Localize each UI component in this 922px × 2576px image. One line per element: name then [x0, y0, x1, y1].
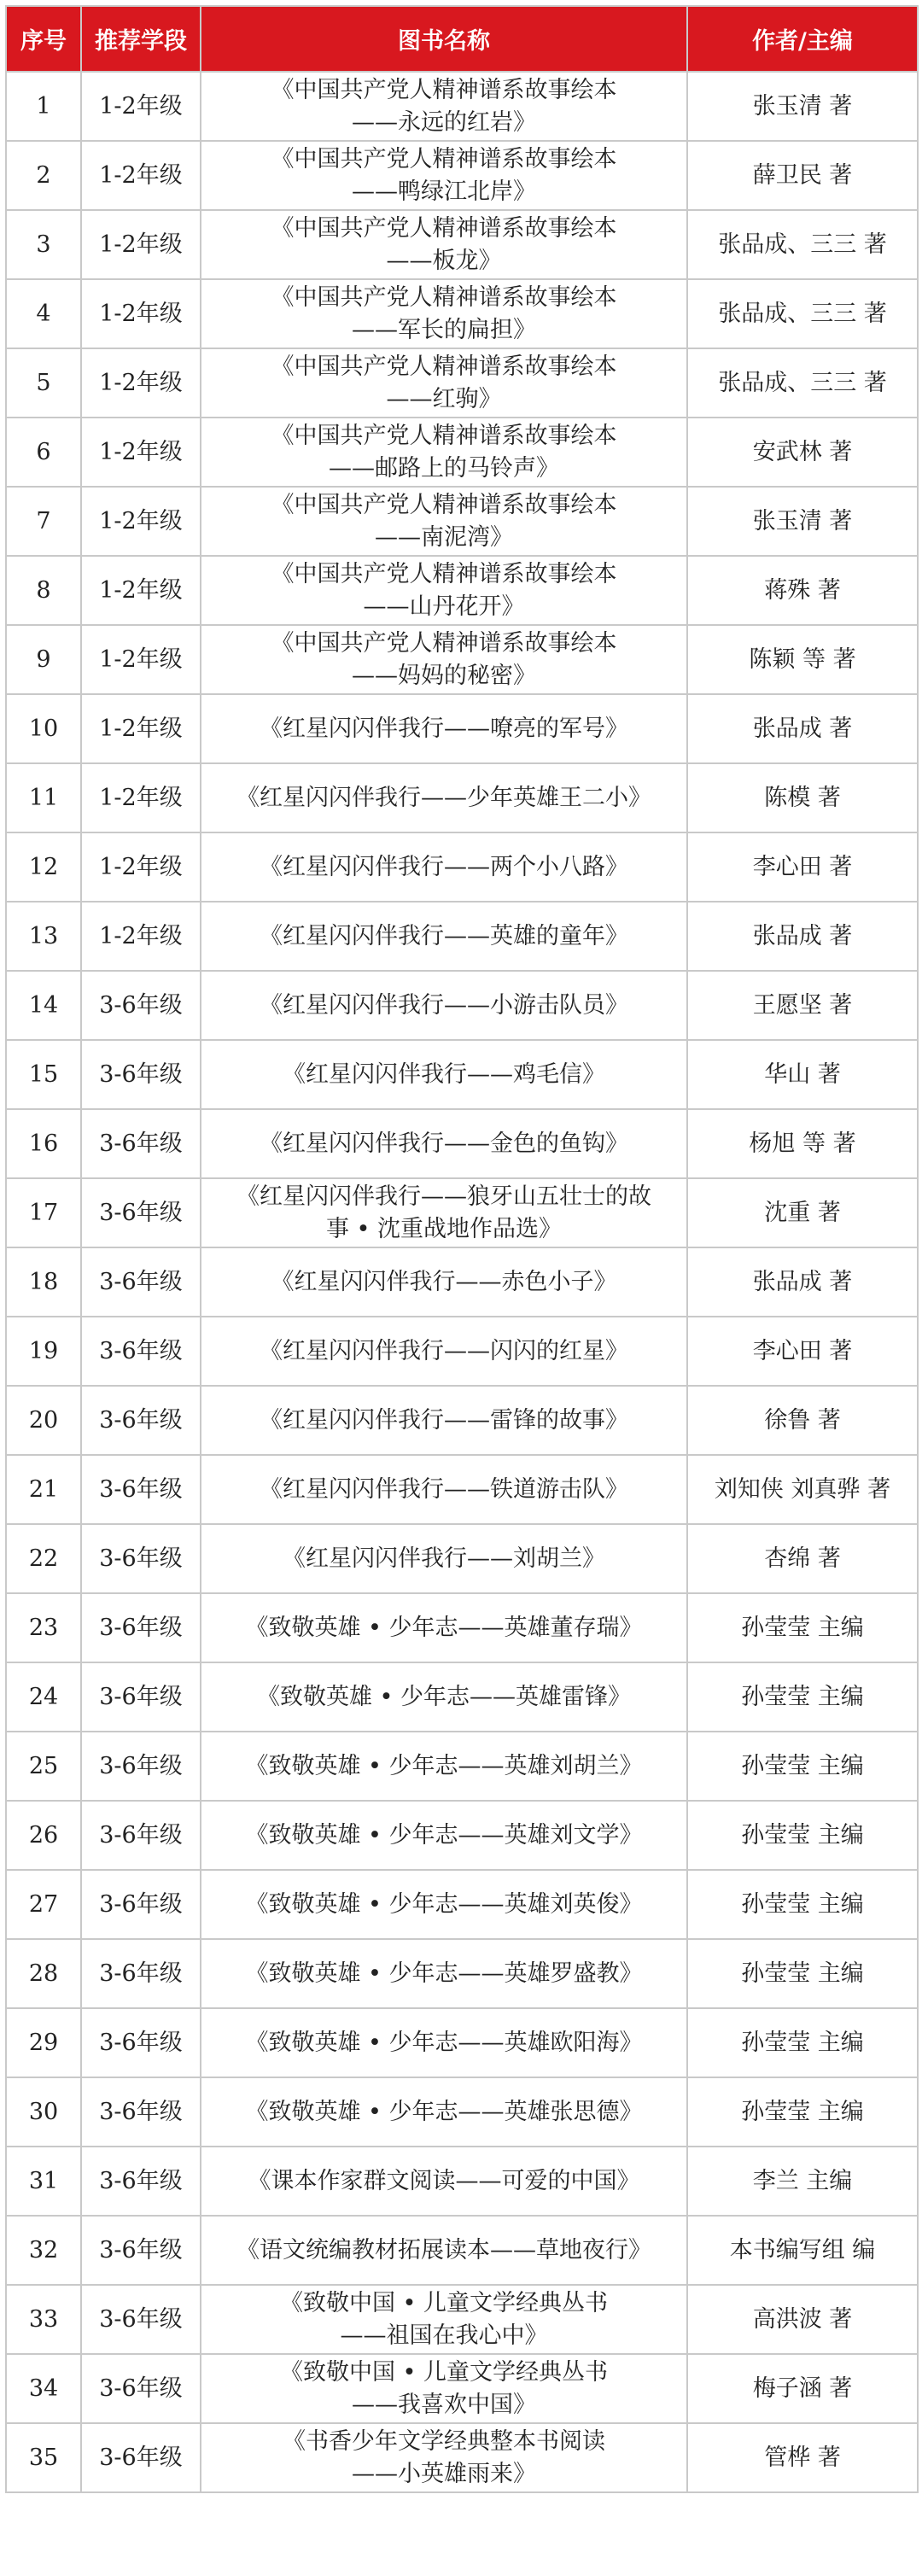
author-text: 蒋殊 著 — [764, 576, 841, 604]
book-title-line: 《红星闪闪伴我行——英雄的童年》 — [260, 922, 628, 949]
book-title-line: 《红星闪闪伴我行——雷锋的故事》 — [260, 1406, 628, 1434]
row-book-title — [201, 1455, 687, 1524]
row-book-title — [201, 2285, 687, 2354]
row-grade: 1-2年级 — [81, 902, 201, 971]
row-grade: 1-2年级 — [81, 141, 201, 210]
book-title-line: 《中国共产党人精神谱系故事绘本 — [271, 76, 617, 103]
author-text: 杨旭 等 著 — [749, 1130, 856, 1157]
book-title-line: ——祖国在我心中》 — [340, 2322, 548, 2349]
author-text: 张品成 著 — [752, 715, 853, 742]
table-row — [6, 625, 918, 694]
row-book-title — [201, 1386, 687, 1455]
row-number: 29 — [6, 2008, 81, 2077]
row-book-title — [201, 2147, 687, 2216]
book-title-line: 《语文统编教材拓展读本——草地夜行》 — [236, 2236, 651, 2263]
author-text: 管桦 著 — [764, 2444, 841, 2471]
author-text: 杏绵 著 — [764, 1545, 841, 1572]
author-text: 孙莹莹 主编 — [741, 1614, 864, 1641]
row-book-title — [201, 1593, 687, 1662]
author-text: 孙莹莹 主编 — [741, 1960, 864, 1987]
row-number: 19 — [6, 1317, 81, 1386]
book-title-line: 《致敬英雄 • 少年志——英雄董存瑞》 — [245, 1614, 643, 1641]
book-title-line: 《红星闪闪伴我行——小游击队员》 — [260, 991, 628, 1019]
row-number: 6 — [6, 418, 81, 487]
row-grade: 1-2年级 — [81, 418, 201, 487]
table-row — [6, 487, 918, 556]
row-book-title — [201, 1524, 687, 1593]
table-row — [6, 1455, 918, 1524]
row-number: 22 — [6, 1524, 81, 1593]
author-text: 张品成、三三 著 — [718, 300, 887, 327]
row-number: 35 — [6, 2423, 81, 2492]
row-grade: 1-2年级 — [81, 279, 201, 348]
row-author — [687, 1732, 918, 1801]
row-grade: 1-2年级 — [81, 487, 201, 556]
row-book-title — [201, 141, 687, 210]
row-book-title — [201, 763, 687, 832]
table-row — [6, 763, 918, 832]
row-book-title — [201, 971, 687, 1040]
table-row — [6, 2077, 918, 2147]
book-title-line: 《课本作家群文阅读——可爱的中国》 — [248, 2167, 640, 2194]
row-book-title — [201, 2423, 687, 2492]
book-title-line: ——妈妈的秘密》 — [352, 662, 536, 689]
author-text: 张品成、三三 著 — [718, 231, 887, 258]
row-number: 27 — [6, 1870, 81, 1939]
row-author — [687, 1178, 918, 1247]
row-number: 25 — [6, 1732, 81, 1801]
row-author — [687, 1593, 918, 1662]
row-grade: 3-6年级 — [81, 971, 201, 1040]
header-book-title: 图书名称 — [201, 6, 687, 72]
header-row — [6, 6, 918, 72]
book-title-line: ——山丹花开》 — [363, 593, 525, 620]
author-text: 孙莹莹 主编 — [741, 2098, 864, 2125]
author-text: 高洪波 著 — [752, 2305, 853, 2333]
author-text: 徐鲁 著 — [764, 1406, 841, 1434]
row-author — [687, 2354, 918, 2423]
row-grade: 3-6年级 — [81, 2354, 201, 2423]
row-number: 15 — [6, 1040, 81, 1109]
table-row — [6, 279, 918, 348]
row-author — [687, 2147, 918, 2216]
row-book-title — [201, 1870, 687, 1939]
book-title-line: 《中国共产党人精神谱系故事绘本 — [271, 491, 617, 518]
book-title-line: 《致敬中国 • 儿童文学经典丛书 — [279, 2358, 609, 2386]
book-title-line: 《中国共产党人精神谱系故事绘本 — [271, 214, 617, 242]
row-number: 33 — [6, 2285, 81, 2354]
author-text: 薛卫民 著 — [752, 161, 853, 189]
row-author — [687, 1524, 918, 1593]
row-grade: 3-6年级 — [81, 1247, 201, 1317]
row-grade: 3-6年级 — [81, 1732, 201, 1801]
row-author — [687, 1109, 918, 1178]
book-title-line: 《红星闪闪伴我行——少年英雄王二小》 — [236, 784, 651, 811]
row-author — [687, 1801, 918, 1870]
book-title-line: ——红驹》 — [386, 385, 502, 412]
row-book-title — [201, 279, 687, 348]
row-book-title — [201, 1109, 687, 1178]
book-title-line: ——鸭绿江北岸》 — [352, 178, 536, 205]
book-title-line: 《致敬英雄 • 少年志——英雄罗盛教》 — [245, 1960, 643, 1987]
table-row — [6, 1662, 918, 1732]
row-number: 21 — [6, 1455, 81, 1524]
row-grade: 3-6年级 — [81, 1524, 201, 1593]
book-title-line: 《红星闪闪伴我行——鸡毛信》 — [283, 1060, 605, 1088]
row-grade: 1-2年级 — [81, 348, 201, 418]
author-text: 李兰 主编 — [752, 2167, 853, 2194]
row-author — [687, 1455, 918, 1524]
row-grade: 3-6年级 — [81, 1178, 201, 1247]
book-title-line: 《书香少年文学经典整本书阅读 — [283, 2427, 605, 2455]
row-author — [687, 1662, 918, 1732]
row-author — [687, 2008, 918, 2077]
row-grade: 1-2年级 — [81, 556, 201, 625]
book-title-line: 《致敬英雄 • 少年志——英雄刘英俊》 — [245, 1890, 643, 1918]
table-row — [6, 1247, 918, 1317]
book-title-line: 《红星闪闪伴我行——铁道游击队》 — [260, 1475, 628, 1503]
table-row — [6, 1801, 918, 1870]
row-number: 9 — [6, 625, 81, 694]
row-grade: 3-6年级 — [81, 1939, 201, 2008]
row-number: 12 — [6, 832, 81, 902]
row-grade: 3-6年级 — [81, 1870, 201, 1939]
row-grade: 3-6年级 — [81, 1386, 201, 1455]
row-grade: 1-2年级 — [81, 763, 201, 832]
row-author — [687, 1247, 918, 1317]
book-title-line: 《致敬英雄 • 少年志——英雄欧阳海》 — [245, 2029, 643, 2056]
author-text: 张玉清 著 — [752, 92, 853, 120]
table-header — [6, 6, 918, 72]
row-number: 17 — [6, 1178, 81, 1247]
book-title-line: 《致敬英雄 • 少年志——英雄刘文学》 — [245, 1821, 643, 1849]
row-author — [687, 625, 918, 694]
author-text: 孙莹莹 主编 — [741, 1821, 864, 1849]
row-book-title — [201, 1247, 687, 1317]
row-grade: 1-2年级 — [81, 832, 201, 902]
book-title-line: 《红星闪闪伴我行——狼牙山五壮士的故 — [236, 1183, 651, 1210]
book-title-line: ——小英雄雨来》 — [352, 2460, 536, 2487]
table-row — [6, 2423, 918, 2492]
book-title-line: 《致敬英雄 • 少年志——英雄刘胡兰》 — [245, 1752, 643, 1779]
row-book-title — [201, 2354, 687, 2423]
row-grade: 1-2年级 — [81, 210, 201, 279]
header-number: 序号 — [6, 6, 81, 72]
row-author — [687, 971, 918, 1040]
book-title-line: 《红星闪闪伴我行——嘹亮的军号》 — [260, 715, 628, 742]
book-title-line: 《中国共产党人精神谱系故事绘本 — [271, 422, 617, 449]
book-title-line: 《中国共产党人精神谱系故事绘本 — [271, 629, 617, 657]
row-number: 23 — [6, 1593, 81, 1662]
row-author — [687, 141, 918, 210]
row-book-title — [201, 1178, 687, 1247]
book-title-line: 《红星闪闪伴我行——两个小八路》 — [260, 853, 628, 880]
row-book-title — [201, 1732, 687, 1801]
table-row — [6, 2147, 918, 2216]
row-number: 5 — [6, 348, 81, 418]
row-book-title — [201, 1317, 687, 1386]
table-row — [6, 418, 918, 487]
header-author: 作者/主编 — [687, 6, 918, 72]
author-text: 张品成 著 — [752, 1268, 853, 1295]
row-book-title — [201, 2008, 687, 2077]
row-author — [687, 1040, 918, 1109]
row-number: 13 — [6, 902, 81, 971]
table-row — [6, 348, 918, 418]
table-row — [6, 141, 918, 210]
author-text: 孙莹莹 主编 — [741, 1683, 864, 1710]
table-row — [6, 556, 918, 625]
row-number: 24 — [6, 1662, 81, 1732]
row-author — [687, 2285, 918, 2354]
table-row — [6, 2216, 918, 2285]
author-text: 安武林 著 — [752, 438, 853, 465]
author-text: 华山 著 — [764, 1060, 841, 1088]
row-number: 8 — [6, 556, 81, 625]
table-row — [6, 2008, 918, 2077]
row-grade: 3-6年级 — [81, 1593, 201, 1662]
book-title-line: ——永远的红岩》 — [352, 108, 536, 136]
table-row — [6, 72, 918, 141]
book-title-line: 《红星闪闪伴我行——金色的鱼钩》 — [260, 1130, 628, 1157]
row-author — [687, 279, 918, 348]
row-grade: 3-6年级 — [81, 2147, 201, 2216]
row-book-title — [201, 418, 687, 487]
row-number: 31 — [6, 2147, 81, 2216]
row-author — [687, 1386, 918, 1455]
table-row — [6, 1732, 918, 1801]
row-author — [687, 348, 918, 418]
row-grade: 3-6年级 — [81, 1662, 201, 1732]
author-text: 孙莹莹 主编 — [741, 1752, 864, 1779]
row-grade: 1-2年级 — [81, 694, 201, 763]
row-number: 20 — [6, 1386, 81, 1455]
book-title-line: 《红星闪闪伴我行——赤色小子》 — [271, 1268, 617, 1295]
book-title-line: ——南泥湾》 — [375, 523, 513, 551]
table-row — [6, 902, 918, 971]
book-title-line: 《中国共产党人精神谱系故事绘本 — [271, 283, 617, 311]
table-row — [6, 1040, 918, 1109]
row-author — [687, 1317, 918, 1386]
book-title-line: 《中国共产党人精神谱系故事绘本 — [271, 145, 617, 172]
table-row — [6, 1524, 918, 1593]
row-number: 32 — [6, 2216, 81, 2285]
row-author — [687, 1870, 918, 1939]
row-author — [687, 1939, 918, 2008]
table-row — [6, 1386, 918, 1455]
book-title-line: 《红星闪闪伴我行——刘胡兰》 — [283, 1545, 605, 1572]
row-author — [687, 2423, 918, 2492]
author-text: 孙莹莹 主编 — [741, 2029, 864, 2056]
row-number: 11 — [6, 763, 81, 832]
author-text: 李心田 著 — [752, 853, 853, 880]
table-row — [6, 1178, 918, 1247]
author-text: 王愿坚 著 — [752, 991, 853, 1019]
row-book-title — [201, 210, 687, 279]
row-book-title — [201, 2077, 687, 2147]
row-number: 16 — [6, 1109, 81, 1178]
row-author — [687, 556, 918, 625]
author-text: 沈重 著 — [764, 1199, 841, 1226]
row-grade: 3-6年级 — [81, 2008, 201, 2077]
row-author — [687, 487, 918, 556]
row-grade: 3-6年级 — [81, 2077, 201, 2147]
book-title-line: ——邮路上的马铃声》 — [329, 454, 559, 482]
author-text: 本书编写组 编 — [729, 2236, 876, 2263]
row-grade: 3-6年级 — [81, 2423, 201, 2492]
book-title-line: 《致敬英雄 • 少年志——英雄张思德》 — [245, 2098, 643, 2125]
row-number: 30 — [6, 2077, 81, 2147]
row-book-title — [201, 72, 687, 141]
book-list-table — [5, 5, 919, 2493]
row-number: 26 — [6, 1801, 81, 1870]
book-title-line: 《中国共产党人精神谱系故事绘本 — [271, 560, 617, 587]
row-grade: 3-6年级 — [81, 1040, 201, 1109]
row-number: 34 — [6, 2354, 81, 2423]
author-text: 孙莹莹 主编 — [741, 1890, 864, 1918]
row-book-title — [201, 902, 687, 971]
row-grade: 3-6年级 — [81, 2285, 201, 2354]
row-author — [687, 2077, 918, 2147]
row-book-title — [201, 2216, 687, 2285]
table-row — [6, 1870, 918, 1939]
author-text: 陈模 著 — [764, 784, 841, 811]
author-text: 张玉清 著 — [752, 507, 853, 534]
author-text: 张品成、三三 著 — [718, 369, 887, 396]
table-row — [6, 694, 918, 763]
book-title-line: ——板龙》 — [386, 247, 502, 274]
row-author — [687, 210, 918, 279]
row-grade: 1-2年级 — [81, 72, 201, 141]
row-author — [687, 2216, 918, 2285]
row-book-title — [201, 1040, 687, 1109]
book-title-line: 《致敬中国 • 儿童文学经典丛书 — [279, 2289, 609, 2316]
table-row — [6, 1593, 918, 1662]
book-title-line: 《致敬英雄 • 少年志——英雄雷锋》 — [256, 1683, 632, 1710]
row-author — [687, 763, 918, 832]
book-title-line: 《中国共产党人精神谱系故事绘本 — [271, 353, 617, 380]
author-text: 刘知侠 刘真骅 著 — [714, 1475, 891, 1503]
row-book-title — [201, 348, 687, 418]
row-book-title — [201, 487, 687, 556]
book-title-line: 《红星闪闪伴我行——闪闪的红星》 — [260, 1337, 628, 1364]
table-row — [6, 1317, 918, 1386]
row-author — [687, 694, 918, 763]
row-grade: 1-2年级 — [81, 625, 201, 694]
row-number: 3 — [6, 210, 81, 279]
table-row — [6, 1939, 918, 2008]
row-number: 2 — [6, 141, 81, 210]
table-body — [6, 72, 918, 2492]
row-grade: 3-6年级 — [81, 1455, 201, 1524]
row-number: 10 — [6, 694, 81, 763]
row-book-title — [201, 1662, 687, 1732]
row-number: 7 — [6, 487, 81, 556]
row-author — [687, 72, 918, 141]
row-number: 28 — [6, 1939, 81, 2008]
row-number: 14 — [6, 971, 81, 1040]
table-row — [6, 971, 918, 1040]
header-grade: 推荐学段 — [81, 6, 201, 72]
row-book-title — [201, 556, 687, 625]
table-row — [6, 1109, 918, 1178]
row-grade: 3-6年级 — [81, 1317, 201, 1386]
table-row — [6, 210, 918, 279]
table-row — [6, 832, 918, 902]
row-book-title — [201, 1801, 687, 1870]
row-number: 18 — [6, 1247, 81, 1317]
book-title-line: ——军长的扁担》 — [352, 316, 536, 343]
table-row — [6, 2354, 918, 2423]
row-grade: 3-6年级 — [81, 1109, 201, 1178]
author-text: 李心田 著 — [752, 1337, 853, 1364]
row-number: 4 — [6, 279, 81, 348]
row-author — [687, 902, 918, 971]
row-book-title — [201, 1939, 687, 2008]
author-text: 梅子涵 著 — [752, 2374, 853, 2402]
row-book-title — [201, 832, 687, 902]
row-book-title — [201, 625, 687, 694]
row-book-title — [201, 694, 687, 763]
row-author — [687, 418, 918, 487]
author-text: 陈颖 等 著 — [749, 645, 856, 673]
row-author — [687, 832, 918, 902]
book-title-line: 事 • 沈重战地作品选》 — [325, 1215, 563, 1242]
row-number: 1 — [6, 72, 81, 141]
table-row — [6, 2285, 918, 2354]
book-title-line: ——我喜欢中国》 — [352, 2391, 536, 2418]
row-grade: 3-6年级 — [81, 1801, 201, 1870]
author-text: 张品成 著 — [752, 922, 853, 949]
row-grade: 3-6年级 — [81, 2216, 201, 2285]
